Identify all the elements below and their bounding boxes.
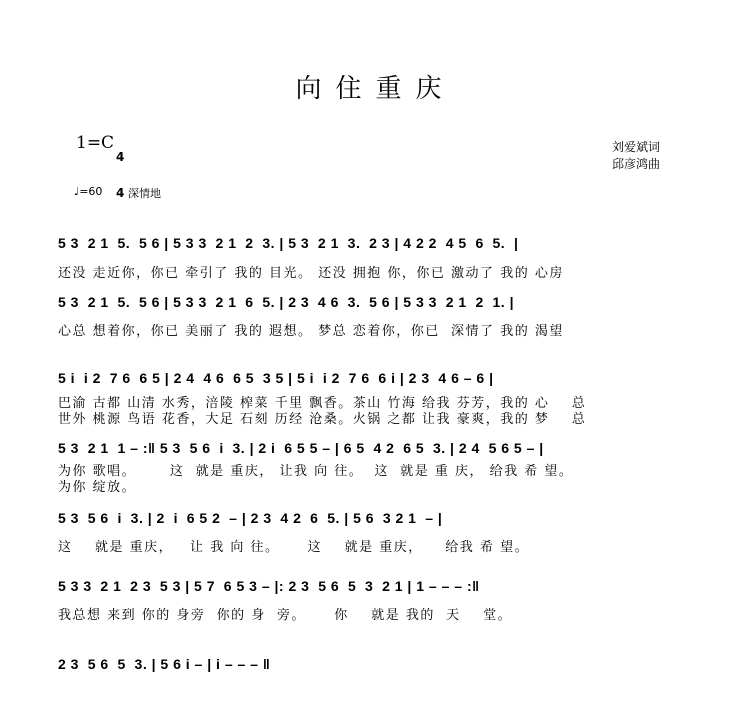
notation-line-7: 2 3 5 6 5 3. | 5 6 i – | i – – – ‖ [58, 656, 271, 672]
lyric-line-4a: 为你 歌唱。 这 就是 重庆， 让我 向 往。 这 就是 重 庆， 给我 希 望。 [58, 464, 574, 479]
lyric-line-5: 这 就是 重庆， 让 我 向 往。 这 就是 重庆， 给我 希 望。 [58, 540, 530, 555]
time-signature [116, 127, 124, 211]
lyric-line-3b: 世外 桃源 鸟语 花香，大足 石刻 历经 沧桑。火锅 之都 让我 豪爽，我的 梦 总 [58, 412, 587, 427]
lyric-line-3a: 巴渝 古都 山清 水秀，涪陵 榨菜 千里 飘香。茶山 竹海 给我 芬芳，我的 心 总 [58, 396, 587, 411]
expression-marking: 深情地 [128, 187, 161, 200]
notation-line-3: 5 i i 2 7 6 6 5 | 2 4 4 6 6 5 3 5 | 5 i i 2 7 6 6 i | 2 3 4 6 – 6 | [58, 370, 494, 386]
lyricist-credit: 刘爱斌词 [612, 140, 661, 154]
notation-line-5: 5 3 5 6 i 3. | 2 i 6 5 2 – | 2 3 4 2 6 5. | 5 6 3 2 1 – | [58, 510, 443, 526]
notation-line-2: 5 3 2 1 5. 5 6 | 5 3 3 2 1 6 5. | 2 3 4 6 3. 5 6 | 5 3 3 2 1 2 1. | [58, 294, 514, 310]
meter-top: 4 [116, 150, 125, 164]
lyric-line-1: 还没 走近你，你已 牵引了 我的 目光。 还没 拥抱 你，你已 激动了 我的 心房 [58, 266, 564, 281]
key-signature: 1=C [76, 133, 115, 153]
lyric-line-6: 我总想 来到 你的 身旁 你的 身 旁。 你 就是 我的 天 堂。 [58, 608, 513, 623]
lyric-line-4b: 为你 绽放。 [58, 480, 137, 495]
meter-bottom: 4 [116, 186, 125, 200]
notation-line-6: 5 3 3 2 1 2 3 5 3 | 5 7 6 5 3 – |: 2 3 5 6 5 3 2 1 | 1 – – – :‖ [58, 578, 480, 594]
song-title: 向住重庆 [295, 74, 456, 104]
tempo-marking: ♩=60 [74, 185, 103, 198]
composer-credit: 邱彦鸿曲 [612, 157, 661, 171]
lyric-line-2: 心总 想着你，你已 美丽了 我的 遐想。 梦总 恋着你，你已 深情了 我的 渴望 [58, 324, 564, 339]
notation-line-1: 5 3 2 1 5. 5 6 | 5 3 3 2 1 2 3. | 5 3 2 1 3. 2 3 | 4 2 2 4 5 6 5. | [58, 235, 519, 251]
notation-line-4: 5 3 2 1 1 – :‖ 5 3 5 6 i 3. | 2 i 6 5 5 – | 6 5 4 2 6 5 3. | 2 4 5 6 5 – | [58, 440, 544, 456]
